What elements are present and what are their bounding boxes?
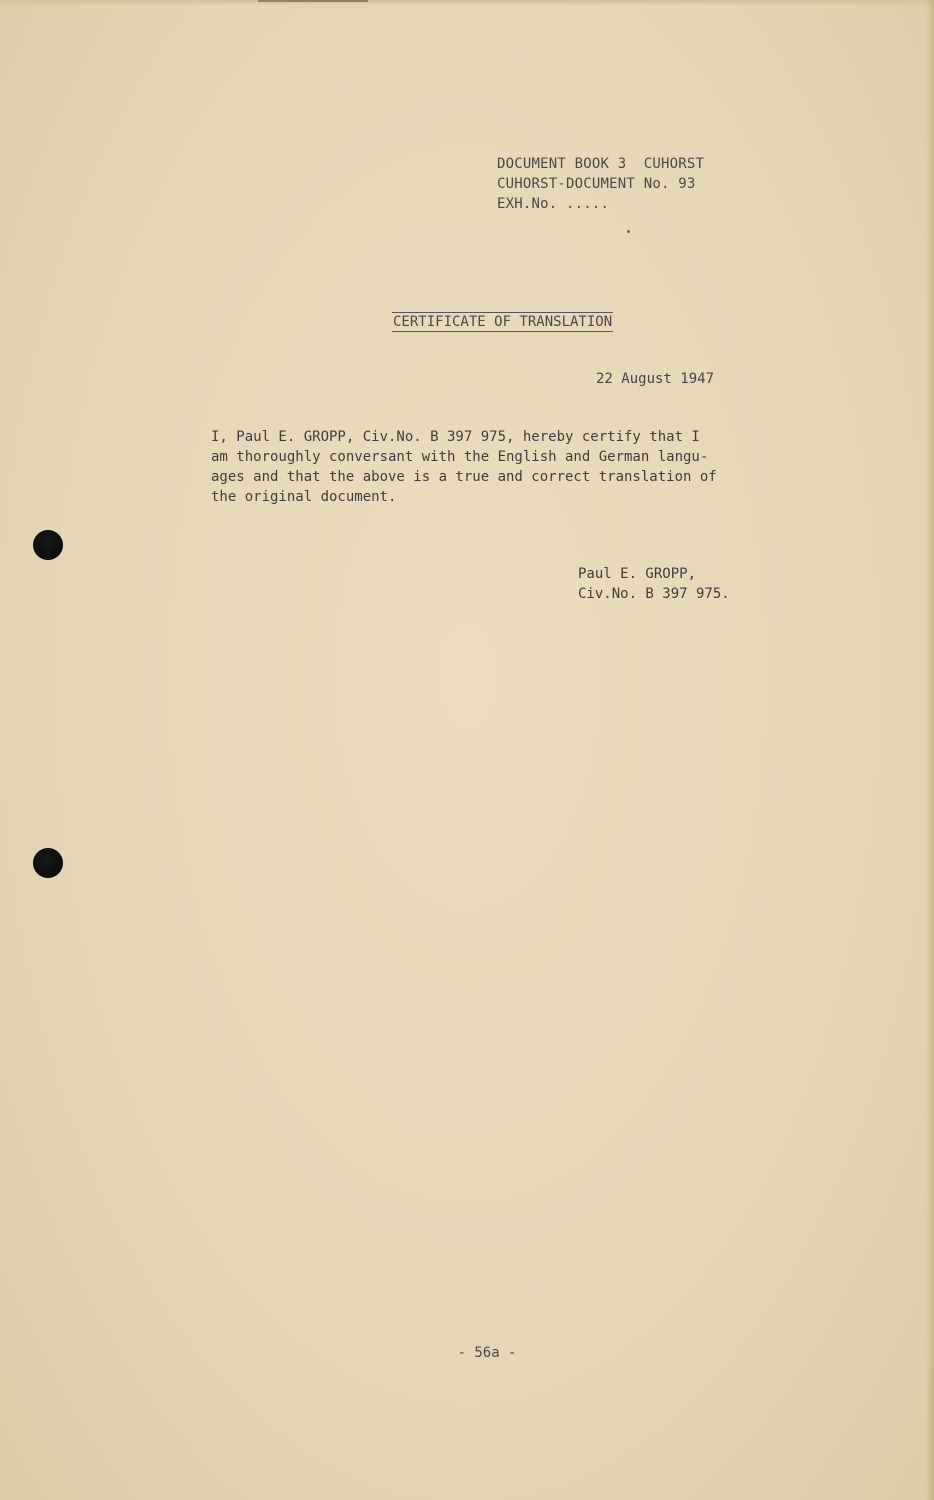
ink-speck	[627, 230, 630, 233]
signature-block	[578, 564, 730, 604]
paper-edge-top	[0, 0, 934, 6]
punch-hole-icon	[33, 848, 63, 878]
certificate-date: 22 August 1947	[596, 371, 715, 387]
body-line: am thoroughly conversant with the English and German langu-	[211, 449, 709, 465]
certificate-body	[211, 427, 811, 507]
header-exhibit-number: EXH.No. .....	[497, 196, 610, 212]
header-document-number: CUHORST-DOCUMENT No. 93	[497, 176, 696, 192]
certificate-title: CERTIFICATE OF TRANSLATION	[393, 314, 613, 330]
top-rule-mark	[258, 0, 368, 2]
header-document-book: DOCUMENT BOOK 3 CUHORST	[497, 156, 705, 172]
punch-hole-icon	[33, 530, 63, 560]
document-header	[497, 154, 704, 214]
signatory-name: Paul E. GROPP,	[578, 566, 697, 582]
page-number: - 56a -	[457, 1345, 517, 1361]
paper-edge-right	[926, 0, 934, 1500]
body-line: ages and that the above is a true and correct translation of	[211, 469, 717, 485]
body-line: I, Paul E. GROPP, Civ.No. B 397 975, hereby certify that I	[211, 429, 700, 445]
signatory-civ-number: Civ.No. B 397 975.	[578, 586, 730, 602]
body-line: the original document.	[211, 489, 397, 505]
